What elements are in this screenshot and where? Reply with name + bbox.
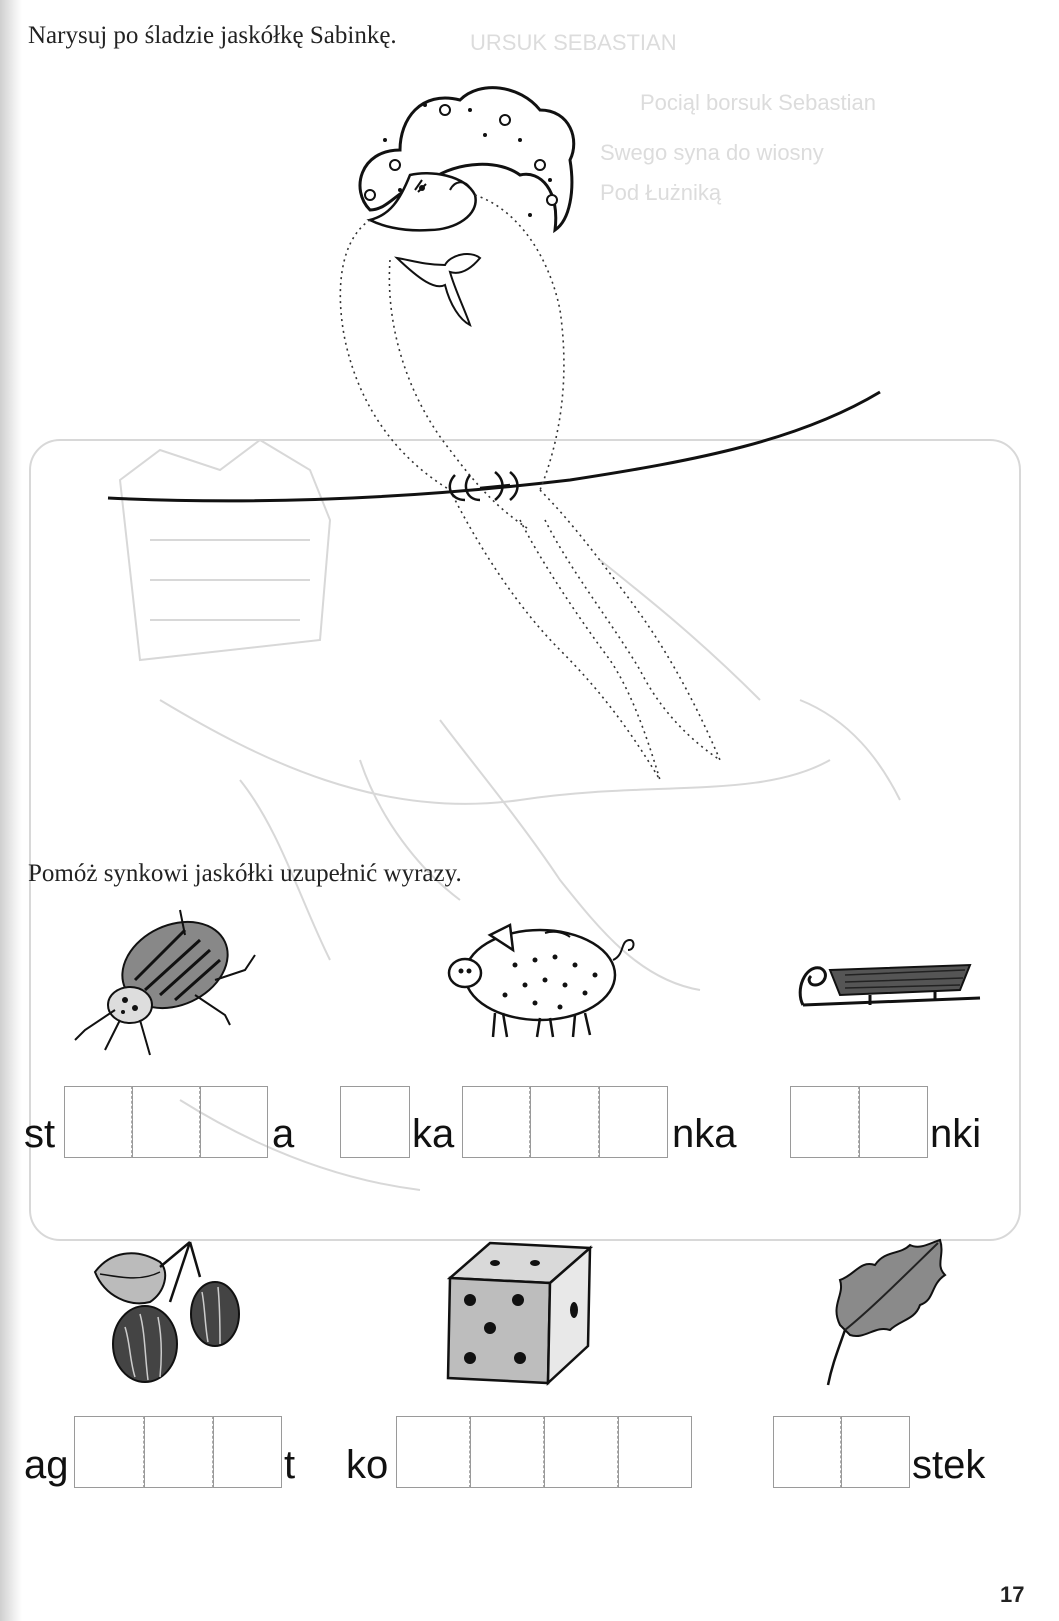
word3-suffix: nka	[672, 1112, 737, 1156]
dice-icon	[440, 1238, 600, 1388]
svg-text:URSUK SEBASTIAN: URSUK SEBASTIAN	[470, 30, 677, 55]
svg-text:Pociąl borsuk Sebastian: Pociąl borsuk Sebastian	[640, 90, 877, 115]
word4-suffix: nki	[930, 1112, 982, 1156]
page-number: 17	[1000, 1582, 1025, 1607]
letter-box[interactable]	[618, 1416, 692, 1488]
letter-box[interactable]	[213, 1416, 282, 1488]
svg-text:Swego syna do wiosny: Swego syna do wiosny	[600, 140, 824, 165]
complete-words-instruction: Pomóż synkowi jaskółki uzupełnić wyrazy.	[28, 860, 462, 887]
word2-suffix: ka	[412, 1112, 455, 1156]
letter-box[interactable]	[200, 1086, 268, 1158]
letter-box[interactable]	[74, 1416, 144, 1488]
letter-box[interactable]	[396, 1416, 470, 1488]
letter-box[interactable]	[544, 1416, 618, 1488]
word1-prefix: st	[24, 1112, 56, 1156]
letter-box[interactable]	[462, 1086, 530, 1158]
word7-suffix: stek	[912, 1443, 986, 1487]
letter-box[interactable]	[859, 1086, 928, 1158]
letter-box[interactable]	[773, 1416, 841, 1488]
page-edge-shadow	[0, 0, 22, 1621]
word5-prefix: ag	[24, 1443, 69, 1487]
letter-box[interactable]	[841, 1416, 910, 1488]
trace-instruction: Narysuj po śladzie jaskółkę Sabinkę.	[28, 22, 397, 49]
sled-icon	[795, 950, 985, 1020]
bird-feet	[450, 472, 518, 500]
letter-box[interactable]	[64, 1086, 132, 1158]
letter-box[interactable]	[599, 1086, 668, 1158]
bow-tie	[397, 254, 480, 325]
word5-suffix: t	[284, 1443, 296, 1487]
swallow-illustration	[100, 80, 900, 800]
word1-suffix: a	[272, 1112, 295, 1156]
gooseberries-icon	[90, 1232, 260, 1392]
svg-text:Pod Łużniką: Pod Łużniką	[600, 180, 722, 205]
wire-line	[108, 392, 880, 501]
letter-box[interactable]	[144, 1416, 213, 1488]
letter-box[interactable]	[470, 1416, 544, 1488]
word6-prefix: ko	[346, 1443, 389, 1487]
beetle-icon	[65, 900, 265, 1060]
oak-leaf-icon	[820, 1235, 960, 1390]
pig-icon	[435, 915, 645, 1045]
letter-box[interactable]	[790, 1086, 859, 1158]
letter-box[interactable]	[132, 1086, 200, 1158]
letter-box[interactable]	[530, 1086, 599, 1158]
letter-box[interactable]	[340, 1086, 410, 1158]
